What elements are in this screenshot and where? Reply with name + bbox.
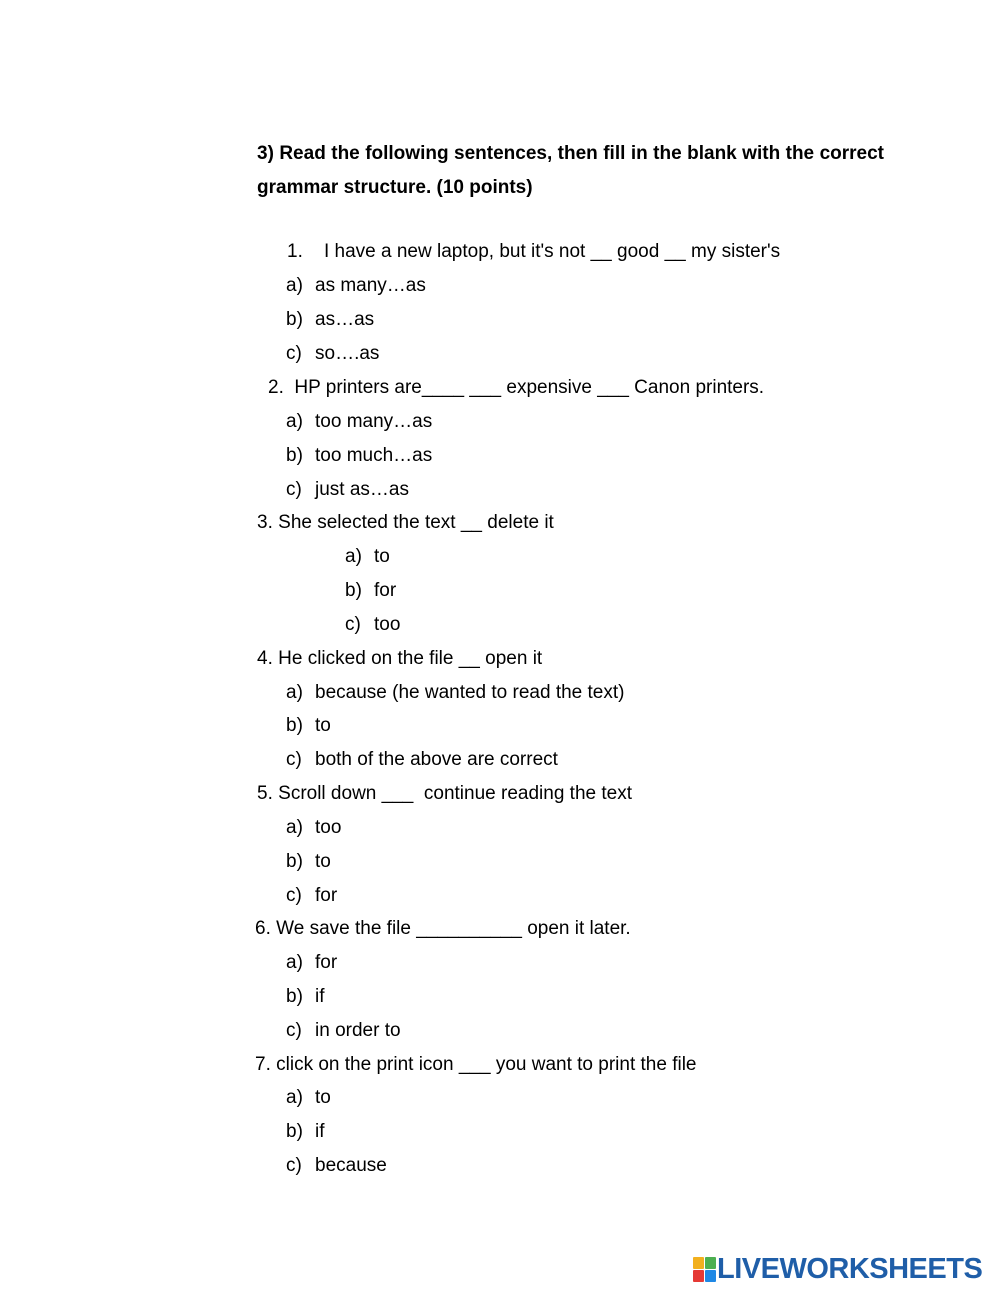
option-2b[interactable] [286,444,432,468]
option-letter: b) [286,1121,303,1142]
question-stem: I have a new laptop, but it's not __ good __ my sister's [323,241,781,262]
option-1c[interactable] [286,342,379,366]
option-letter: c) [286,749,302,770]
option-7b[interactable] [286,1120,325,1144]
option-text: too [315,817,342,838]
option-6b[interactable] [286,985,325,1009]
question-2 [268,376,764,400]
option-2c[interactable] [286,478,409,502]
option-text: if [315,986,325,1007]
option-letter: c) [286,1155,302,1176]
option-text: because [315,1155,387,1176]
option-letter: b) [286,715,303,736]
logo-mark-icon [693,1257,715,1281]
option-letter: a) [286,275,303,296]
option-letter: a) [286,1087,303,1108]
option-letter: b) [286,851,303,872]
option-letter: a) [286,411,303,432]
option-letter: c) [286,479,302,500]
option-letter: b) [286,986,303,1007]
question-1 [287,240,780,264]
option-5b[interactable] [286,850,331,874]
question-3 [257,511,554,535]
option-1b[interactable] [286,308,374,332]
question-7 [255,1053,697,1077]
option-letter: c) [286,1020,302,1041]
question-number: 4. [257,648,273,669]
option-text: for [315,885,338,906]
option-7a[interactable] [286,1086,331,1110]
option-letter: b) [345,580,362,601]
question-stem: He clicked on the file __ open it [278,648,543,669]
option-text: to [315,715,331,736]
option-4b[interactable] [286,714,331,738]
question-number: 6. [255,918,271,939]
question-stem: click on the print icon ___ you want to print the file [276,1054,697,1075]
question-5 [257,782,632,806]
option-4c[interactable] [286,748,558,772]
option-3c[interactable] [345,613,400,637]
option-1a[interactable] [286,274,426,298]
option-text: both of the above are correct [315,749,558,770]
option-4a[interactable] [286,681,624,705]
option-letter: c) [345,614,361,635]
option-5c[interactable] [286,884,337,908]
option-7c[interactable] [286,1154,387,1178]
question-number: 1. [287,241,303,262]
exercise-title: 3) Read the following sentences, then fill in the blank with the correct grammar structure. (10 points) [257,143,884,198]
option-letter: a) [286,682,303,703]
option-text: to [374,546,390,567]
option-6c[interactable] [286,1019,401,1043]
question-stem: She selected the text __ delete it [278,512,554,533]
option-text: for [374,580,397,601]
question-4 [257,647,542,671]
option-letter: a) [345,546,362,567]
liveworksheets-logo[interactable] [693,1254,982,1284]
question-number: 7. [255,1054,271,1075]
option-3b[interactable] [345,579,396,603]
question-number: 2. [268,377,284,398]
question-stem: We save the file __________ open it later. [276,918,631,939]
option-text: for [315,952,338,973]
option-text: as…as [315,309,375,330]
option-letter: a) [286,952,303,973]
logo-text: LIVEWORKSHEETS [717,1253,983,1285]
option-text: to [315,1087,331,1108]
question-6 [255,917,631,941]
option-text: to [315,851,331,872]
option-text: if [315,1121,325,1142]
option-text: in order to [315,1020,401,1041]
option-letter: a) [286,817,303,838]
question-stem: HP printers are____ ___ expensive ___ Canon printers. [294,377,765,398]
option-6a[interactable] [286,951,337,975]
option-text: as many…as [315,275,426,296]
option-text: too many…as [315,411,433,432]
question-number: 5. [257,783,273,804]
option-text: too [374,614,401,635]
option-text: so….as [315,343,380,364]
option-letter: b) [286,309,303,330]
question-stem: Scroll down ___ continue reading the text [278,783,632,804]
option-letter: c) [286,885,302,906]
option-text: because (he wanted to read the text) [315,682,625,703]
option-text: just as…as [315,479,409,500]
question-number: 3. [257,512,273,533]
option-letter: c) [286,343,302,364]
option-letter: b) [286,445,303,466]
option-2a[interactable] [286,410,432,434]
option-5a[interactable] [286,816,341,840]
option-3a[interactable] [345,545,390,569]
option-text: too much…as [315,445,433,466]
